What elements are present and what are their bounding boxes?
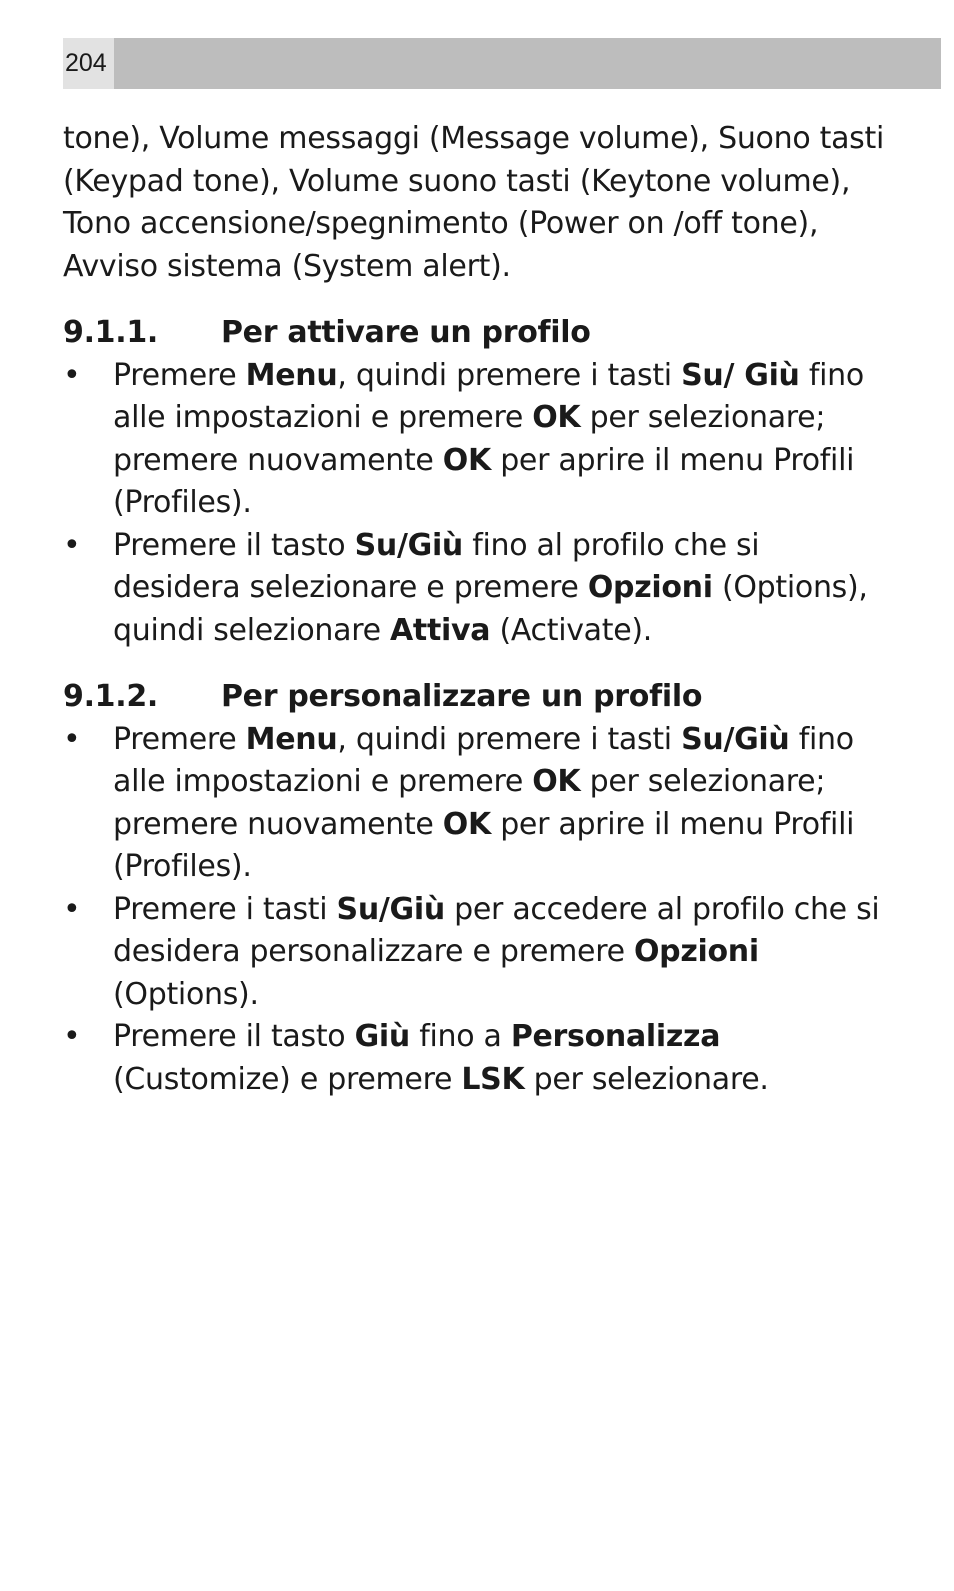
text-run: (Options). xyxy=(113,976,259,1012)
bold-term: Menu xyxy=(245,357,338,393)
page-content xyxy=(63,118,893,1101)
section-heading xyxy=(63,312,893,355)
section-title: Per personalizzare un profilo xyxy=(221,679,703,714)
page-number: 204 xyxy=(63,38,114,89)
section-number: 9.1.1. xyxy=(63,315,159,350)
text-run: Premere i tasti xyxy=(113,891,337,927)
bold-term: Su/ Giù xyxy=(681,357,800,393)
text-run: Premere il tasto xyxy=(113,1019,355,1054)
bold-term: Su/Giù xyxy=(336,891,445,927)
text-run: Premere xyxy=(113,357,246,393)
section-9-1-2 xyxy=(63,676,893,1101)
text-run: (Customize) e premere xyxy=(113,1061,462,1097)
text-run: Premere xyxy=(113,721,246,757)
bold-term: OK xyxy=(442,806,491,842)
list-item xyxy=(63,1016,893,1101)
section-9-1-1 xyxy=(63,312,893,652)
text-run: per accedere al profilo che si desidera personalizzare e premere xyxy=(113,891,880,969)
text-run: fino a xyxy=(409,1019,511,1054)
text-run: per aprire il menu Profili (Profiles). xyxy=(113,806,855,884)
bold-term: OK xyxy=(532,400,581,435)
bold-term: Opzioni xyxy=(633,934,759,969)
header-bar xyxy=(63,38,941,89)
text-run: (Activate). xyxy=(490,612,653,648)
bold-term: Su/Giù xyxy=(681,721,790,757)
text-run: per aprire il menu Profili (Profiles). xyxy=(113,442,855,520)
text-run: fino al profilo che si desidera selezionare e premere xyxy=(113,527,760,605)
text-run: fino alle impostazioni e premere xyxy=(113,721,854,799)
bold-term: Opzioni xyxy=(587,570,713,605)
bold-term: Su/Giù xyxy=(354,527,463,563)
bold-term: Giù xyxy=(354,1019,410,1054)
bold-term: OK xyxy=(442,442,491,478)
text-run: , quindi premere i tasti xyxy=(337,357,682,393)
bullet-list xyxy=(63,355,893,653)
section-heading xyxy=(63,676,893,719)
list-item xyxy=(63,719,893,889)
bullet-list xyxy=(63,719,893,1102)
text-run: per selezionare; premere nuovamente xyxy=(113,400,826,478)
list-item xyxy=(63,889,893,1017)
bold-term: OK xyxy=(532,764,581,799)
bold-term: Personalizza xyxy=(510,1019,721,1054)
bold-term: LSK xyxy=(461,1061,525,1097)
bold-term: Attiva xyxy=(390,612,491,648)
intro-paragraph: tone), Volume messaggi (Message volume), Suono tasti (Keypad tone), Volume suono tasti (Keytone volume), Tono accensione/spegnimento (Power on /off tone), Avviso sistema (System alert). xyxy=(63,121,884,284)
text-run: per selezionare. xyxy=(524,1061,769,1097)
text-run: fino alle impostazioni e premere xyxy=(113,357,864,435)
text-run: , quindi premere i tasti xyxy=(337,721,682,757)
text-run: (Options), quindi selezionare xyxy=(113,570,868,648)
section-title: Per attivare un profilo xyxy=(221,315,591,350)
bold-term: Menu xyxy=(245,721,338,757)
list-item xyxy=(63,525,893,653)
text-run: Premere il tasto xyxy=(113,527,355,563)
section-number: 9.1.2. xyxy=(63,679,159,714)
list-item xyxy=(63,355,893,525)
text-run: per selezionare; premere nuovamente xyxy=(113,764,826,842)
